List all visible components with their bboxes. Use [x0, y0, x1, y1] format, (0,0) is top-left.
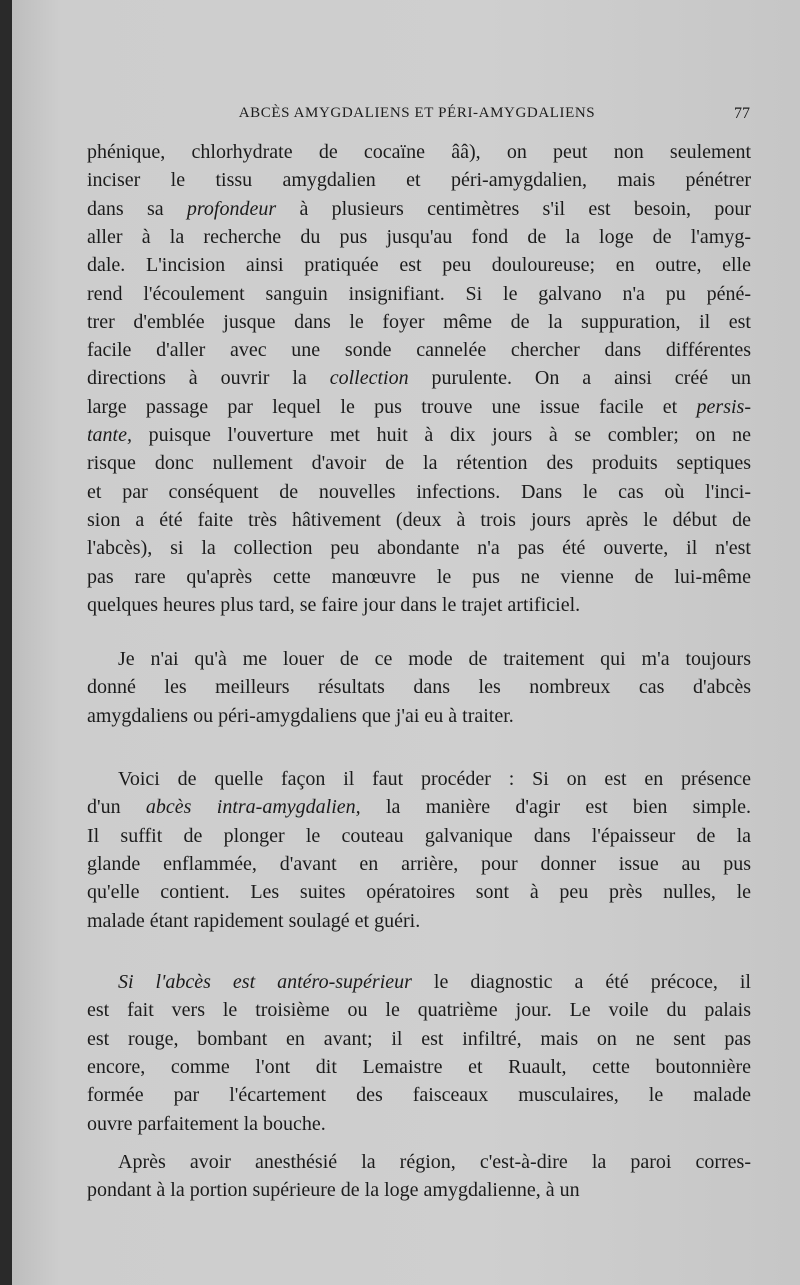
italic-phrase: Si l'abcès est antéro-supérieur	[118, 971, 412, 993]
text-line: quelques heures plus tard, se faire jour dans le trajet artificiel.	[87, 593, 581, 616]
text-line: donné les meilleurs résultats dans les nombreux cas d'abcès	[87, 676, 751, 699]
text-line: Il suffit de plonger le couteau galvanique dans l'épaisseur de la	[87, 824, 751, 847]
text-line: Après avoir anesthésié la région, c'est-à-dire la paroi corres-	[118, 1151, 751, 1173]
text-line: facile d'aller avec une sonde cannelée chercher dans différentes	[87, 339, 751, 362]
text-line: risque donc nullement d'avoir de la rétention des produits septiques	[87, 452, 751, 475]
text-line: glande enflammée, d'avant en arrière, pour donner issue au pus	[87, 852, 751, 875]
text-line: pondant à la portion supérieure de la loge amygdalienne, à un	[87, 1179, 580, 1202]
text-line: inciser le tissu amygdalien et péri-amygdalien, mais pénétrer	[87, 169, 751, 192]
book-page	[12, 0, 800, 1285]
text-line: directions à ouvrir la collection purulente. On a ainsi créé un	[87, 367, 751, 390]
text-line: formée par l'écartement des faisceaux musculaires, le malade	[87, 1084, 751, 1107]
text-line: d'un abcès intra-amygdalien, la manière d'agir est bien simple.	[87, 796, 752, 819]
text-line: aller à la recherche du pus jusqu'au fond de la loge de l'amyg-	[87, 225, 751, 248]
text-line: qu'elle contient. Les suites opératoires sont à peu près nulles, le	[87, 881, 751, 904]
text-line: tante, puisque l'ouverture met huit à dix jours à se combler; on ne	[87, 424, 751, 446]
text-line: et par conséquent de nouvelles infections. Dans le cas où l'inci-	[87, 480, 751, 503]
text-line: amygdaliens ou péri-amygdaliens que j'ai eu à traiter.	[87, 704, 514, 727]
text-line: encore, comme l'ont dit Lemaistre et Ruault, cette boutonnière	[87, 1055, 751, 1078]
text-line: Je n'ai qu'à me louer de ce mode de traitement qui m'a toujours	[118, 648, 751, 670]
page-header	[82, 103, 752, 129]
text-line: malade étant rapidement soulagé et guéri.	[87, 909, 421, 932]
italic-phrase: collection	[329, 367, 409, 390]
page-number: 77	[734, 105, 750, 122]
text-line: sion a été faite très hâtivement (deux à trois jours après le début de	[87, 508, 751, 531]
text-line: rend l'écoulement sanguin insignifiant. Si le galvano n'a pu péné-	[87, 282, 751, 305]
text-line: dans sa profondeur à plusieurs centimètres s'il est besoin, pour	[87, 197, 751, 220]
text-line: large passage par lequel le pus trouve une issue facile et persis-	[87, 395, 751, 418]
text-line: Voici de quelle façon il faut procéder : Si on est en présence	[118, 768, 751, 790]
text-line: Si l'abcès est antéro-supérieur le diagnostic a été précoce, il	[118, 971, 751, 993]
text-line: phénique, chlorhydrate de cocaïne ââ), on peut non seulement	[87, 141, 751, 163]
text-line: pas rare qu'après cette manœuvre le pus ne vienne de lui-même	[87, 565, 751, 588]
text-line: l'abcès), si la collection peu abondante n'a pas été ouverte, il n'est	[87, 537, 751, 560]
text-line: est fait vers le troisième ou le quatrième jour. Le voile du palais	[87, 999, 751, 1022]
italic-phrase: abcès intra-amygdalien,	[145, 796, 361, 819]
italic-phrase: profondeur	[186, 197, 277, 220]
italic-phrase: tante,	[87, 424, 132, 446]
text-line: dale. L'incision ainsi pratiquée est peu douloureuse; en outre, elle	[87, 254, 751, 277]
running-title: ABCÈS AMYGDALIENS ET PÉRI-AMYGDALIENS	[238, 105, 596, 121]
text-line: ouvre parfaitement la bouche.	[87, 1112, 326, 1135]
italic-phrase: persis-	[696, 395, 751, 418]
text-line: est rouge, bombant en avant; il est infiltré, mais on ne sent pas	[87, 1027, 751, 1050]
text-line: trer d'emblée jusque dans le foyer même de la suppuration, il est	[87, 310, 751, 333]
